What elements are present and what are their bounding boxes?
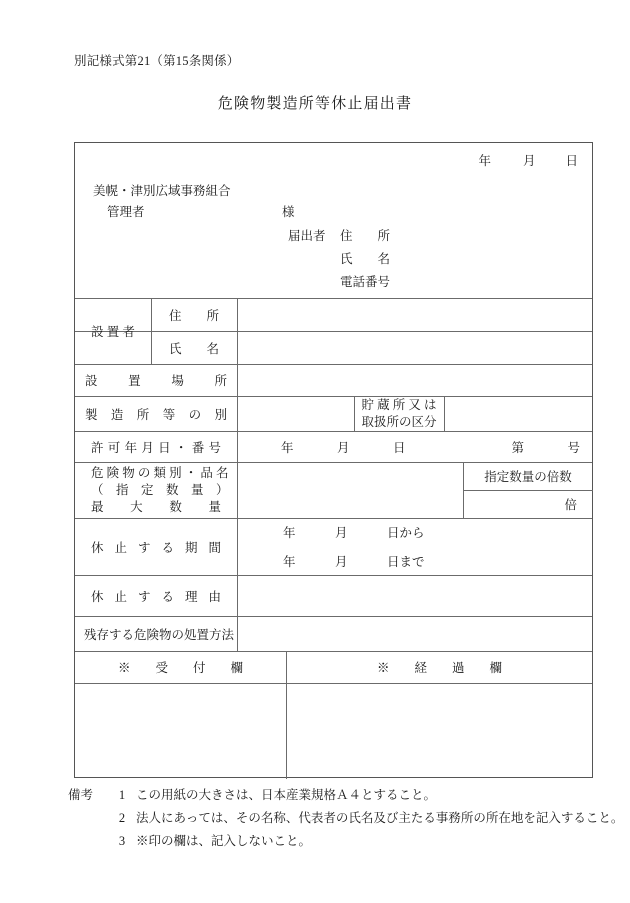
remark-text-3: ※印の欄は、記入しないこと。 bbox=[136, 834, 312, 848]
hazmat-label-line3: 最 大 数 量 bbox=[91, 499, 221, 514]
remark-item-1 bbox=[68, 784, 623, 807]
facility-type-label: 製 造 所 等 の 別 bbox=[85, 407, 227, 422]
installer-address-label-cell bbox=[151, 298, 237, 331]
installer-label-cell bbox=[75, 298, 151, 364]
remarks-title: 備考 bbox=[68, 788, 94, 802]
remarks-block bbox=[68, 784, 623, 853]
suspend-period-label-cell bbox=[75, 518, 237, 575]
hazmat-value[interactable] bbox=[237, 462, 463, 518]
multiple-value[interactable] bbox=[463, 490, 593, 518]
addressee-honorific: 様 bbox=[282, 205, 295, 219]
addressee-role-line bbox=[93, 202, 295, 223]
applicant-name-label: 氏 名 bbox=[340, 252, 391, 266]
residual-disposal-value[interactable] bbox=[237, 616, 593, 651]
hazmat-label-line2: （ 指 定 数 量 ） bbox=[91, 482, 229, 497]
applicant-address-line bbox=[288, 225, 406, 248]
period-from-year-label: 年 bbox=[283, 526, 296, 540]
suspend-period-label: 休 止 す る 期 間 bbox=[91, 540, 221, 555]
installer-address-label: 住 所 bbox=[168, 308, 219, 323]
remark-text-2: 法人にあっては、その名称、代表者の氏名及び主たる事務所の所在地を記入すること。 bbox=[136, 811, 624, 825]
addressee-role: 管理者 bbox=[107, 205, 145, 219]
multiple-label: 指定数量の倍数 bbox=[484, 470, 572, 484]
submission-date-line bbox=[478, 151, 578, 169]
permit-value-row[interactable] bbox=[237, 431, 593, 462]
period-to-year-label: 年 bbox=[283, 554, 296, 569]
period-to-month-label: 月 bbox=[335, 554, 348, 569]
storage-division-value[interactable] bbox=[444, 396, 593, 431]
period-from-row[interactable] bbox=[237, 518, 593, 546]
addressee-block bbox=[93, 181, 295, 223]
receipt-column-value[interactable] bbox=[75, 683, 286, 779]
installer-name-value[interactable] bbox=[237, 331, 593, 364]
period-to-group bbox=[237, 552, 425, 570]
storage-division-label-line2: 取扱所の区分 bbox=[361, 414, 437, 429]
permit-year-label: 年 bbox=[281, 440, 294, 455]
applicant-phone-label: 電話番号 bbox=[340, 275, 391, 289]
period-to-row[interactable] bbox=[237, 546, 593, 575]
period-to-day-label: 日まで bbox=[387, 554, 425, 569]
remark-number-3: 3 bbox=[118, 834, 126, 848]
multiple-unit: 倍 bbox=[564, 498, 577, 512]
hazmat-label-cell bbox=[75, 462, 237, 518]
installation-site-label: 設 置 場 所 bbox=[85, 374, 227, 388]
applicant-address-label: 住 所 bbox=[340, 229, 391, 243]
remark-item-3 bbox=[68, 830, 623, 853]
date-day-label: 日 bbox=[565, 154, 578, 168]
installation-site-label-cell bbox=[75, 364, 237, 396]
receipt-column-label: ※ 受 付 欄 bbox=[117, 661, 243, 675]
period-from-group bbox=[237, 523, 425, 541]
remark-text-1: この用紙の大きさは、日本産業規格Ａ４とすること。 bbox=[136, 788, 437, 802]
date-year-label: 年 bbox=[478, 154, 491, 168]
hazmat-label-line1: 危 険 物 の 類 別 ・ 品 名 bbox=[91, 465, 229, 480]
remark-number-2: 2 bbox=[118, 811, 126, 825]
permit-no-prefix: 第 bbox=[511, 440, 525, 455]
date-month-label: 月 bbox=[522, 154, 536, 168]
receipt-column-header bbox=[75, 651, 286, 683]
installer-name-label-cell bbox=[151, 331, 237, 364]
progress-column-value[interactable] bbox=[286, 683, 593, 779]
residual-disposal-label-cell bbox=[75, 616, 237, 651]
progress-column-label: ※ 経 過 欄 bbox=[376, 661, 502, 675]
page-title: 危険物製造所等休止届出書 bbox=[217, 96, 413, 112]
period-from-day-label: 日から bbox=[387, 526, 425, 540]
suspend-reason-label-cell bbox=[75, 575, 237, 616]
storage-division-label-line1: 貯 蔵 所 又 は bbox=[361, 397, 437, 412]
remark-number-1: 1 bbox=[118, 788, 126, 802]
applicant-name-line bbox=[288, 248, 406, 271]
addressee-org: 美幌・津別広域事務組合 bbox=[93, 184, 231, 198]
form-table bbox=[74, 142, 593, 778]
suspend-reason-value[interactable] bbox=[237, 575, 593, 616]
remark-item-2 bbox=[68, 807, 623, 830]
installer-label: 設 置 者 bbox=[91, 325, 135, 339]
suspend-reason-label: 休 止 す る 理 由 bbox=[91, 589, 221, 604]
storage-division-label-cell bbox=[354, 396, 444, 431]
period-from-month-label: 月 bbox=[335, 526, 348, 540]
applicant-block bbox=[288, 225, 406, 294]
permit-label-cell bbox=[75, 431, 237, 462]
form-number: 別記様式第21（第15条関係） bbox=[74, 54, 240, 68]
permit-day-label: 日 bbox=[393, 440, 406, 455]
installation-site-value[interactable] bbox=[237, 364, 593, 396]
residual-disposal-label: 残存する危険物の処置方法 bbox=[83, 627, 234, 642]
multiple-label-cell bbox=[463, 462, 593, 490]
permit-month-label: 月 bbox=[337, 440, 350, 455]
installer-name-label: 氏 名 bbox=[168, 341, 219, 356]
permit-no-suffix: 号 bbox=[567, 440, 581, 455]
facility-type-label-cell bbox=[75, 396, 237, 431]
applicant-phone-line bbox=[288, 271, 406, 294]
applicant-label: 届出者 bbox=[288, 229, 326, 243]
facility-type-value[interactable] bbox=[237, 396, 354, 431]
permit-label: 許 可 年 月 日 ・ 番 号 bbox=[91, 440, 221, 455]
permit-date-group bbox=[237, 438, 406, 456]
permit-number-group bbox=[406, 438, 581, 456]
installer-address-value[interactable] bbox=[237, 298, 593, 331]
progress-column-header bbox=[286, 651, 593, 683]
